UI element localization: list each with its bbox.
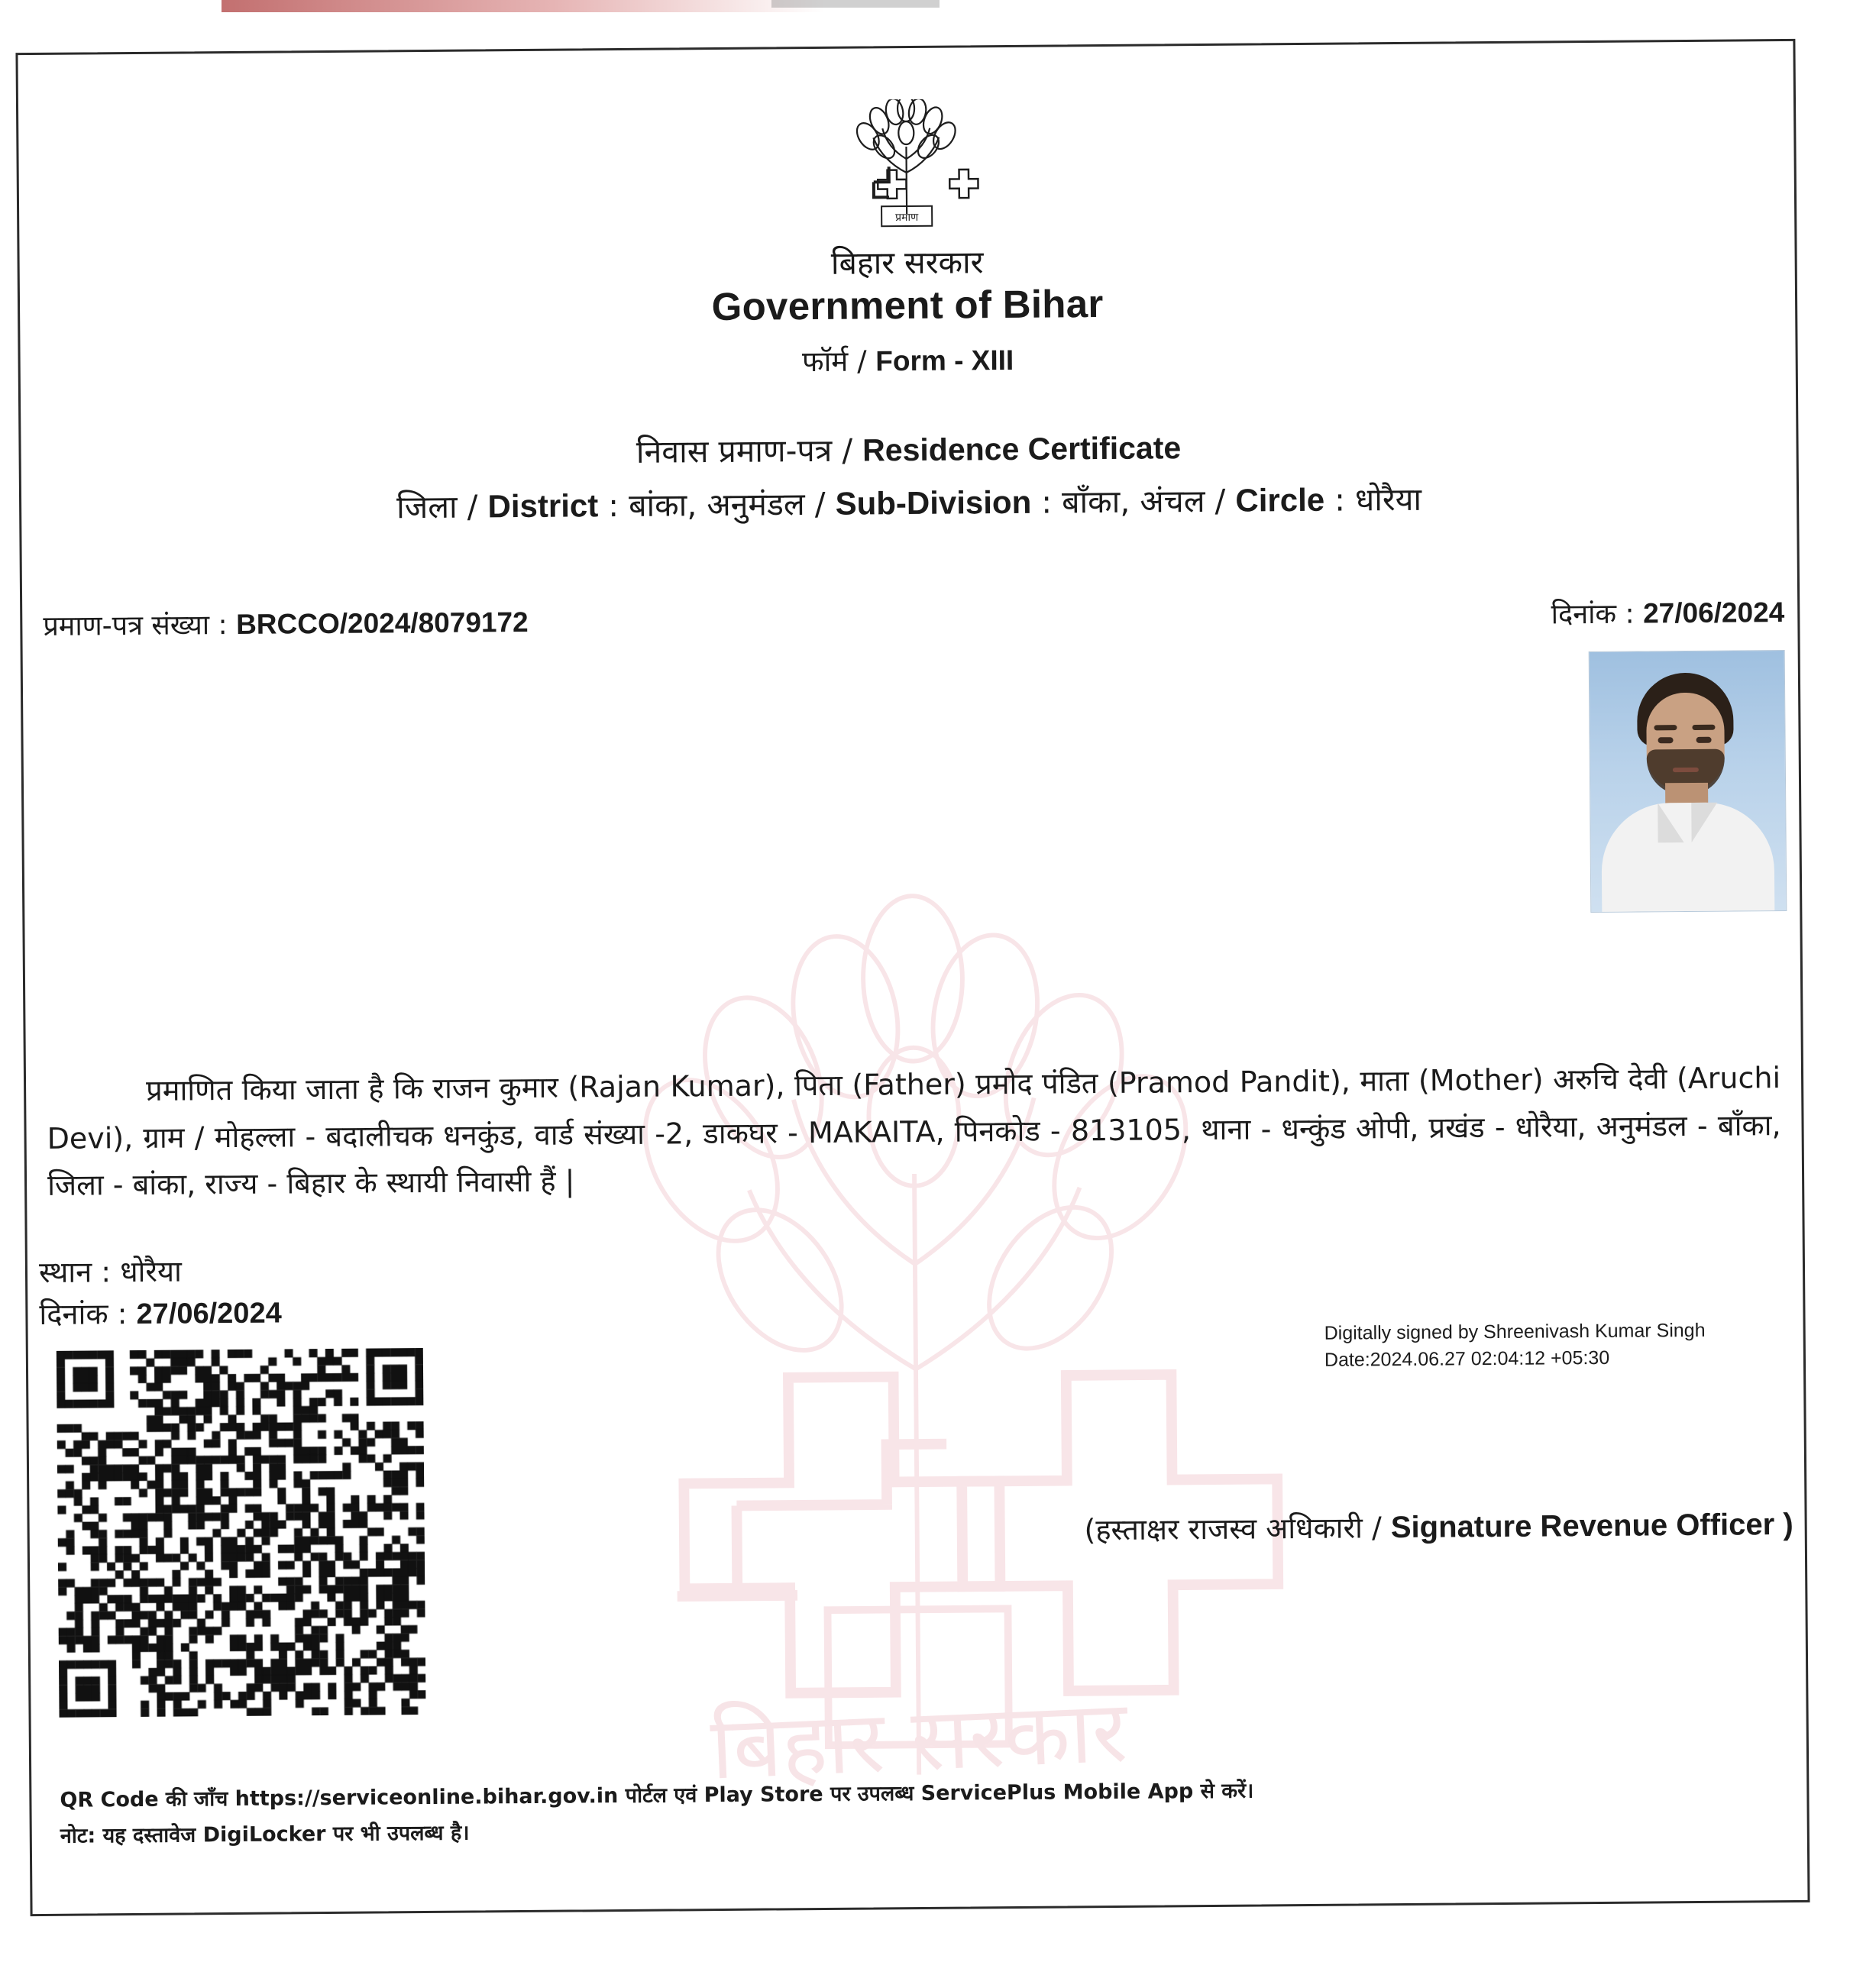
certificate-sheet	[15, 39, 1810, 1916]
certificate-title	[18, 421, 1798, 477]
certificate-date-value: 27/06/2024	[1642, 596, 1785, 629]
photo-eye-right	[1696, 737, 1712, 743]
certificate-number-label: प्रमाण-पत्र संख्या :	[43, 609, 228, 642]
photo-brow-right	[1692, 725, 1715, 730]
certificate-date	[1551, 593, 1784, 632]
place-line	[39, 1251, 182, 1291]
svg-text:प्रमाण: प्रमाण	[895, 211, 919, 225]
certificate-title-english: Residence Certificate	[862, 430, 1182, 468]
scan-artifact-top	[222, 0, 825, 12]
subdivision-label-hindi: अनुमंडल	[707, 486, 805, 524]
gov-name-hindi: बिहार सरकार	[830, 244, 984, 282]
applicant-photo	[1589, 650, 1787, 913]
signature-caption	[1084, 1504, 1793, 1549]
india-emblem-icon	[826, 99, 987, 234]
scan-artifact-top-2	[771, 0, 940, 8]
digital-signature-line-2: Date:2024.06.27 02:04:12 +05:30	[1324, 1346, 1610, 1371]
watermark-text: बिहार सरकार	[708, 1682, 1130, 1799]
digital-signature-line-1: Digitally signed by Shreenivash Kumar Singh	[1324, 1319, 1706, 1344]
photo-shirt	[1601, 802, 1774, 913]
place-value: धोरैया	[120, 1254, 183, 1289]
photo-brow-left	[1654, 725, 1677, 730]
certificate-date-label: दिनांक :	[1551, 598, 1635, 631]
circle-value: धोरैया	[1354, 480, 1422, 519]
photo-mouth	[1673, 768, 1699, 772]
certificate-title-hindi: निवास प्रमाण-पत्र	[636, 432, 833, 470]
form-label-hindi: फॉर्म	[801, 344, 849, 379]
form-label-english: Form - XIII	[875, 344, 1014, 377]
gov-name-english: Government of Bihar	[711, 282, 1104, 329]
certificate-body-text: प्रमाणित किया जाता है कि राजन कुमार (Rajan Kumar), पिता (Father) प्रमोद पंडित (Pramod Pandit), माता (Mother) अरुचि देवी (Aruchi Devi), ग्राम / मोहल्ला - बदालीचक धनकुंड, वार्ड संख्या -2, डाकघर - MAKAITA, पिनकोड - 813105, थाना - धन्कुंड ओपी, प्रखंड - धोरैया, अनुमंडल - बाँका, जिला - बांका, राज्य - बिहार के स्थायी निवासी हैं |	[47, 1061, 1781, 1202]
circle-label-english: Circle	[1235, 481, 1325, 519]
signature-caption-hindi: (हस्ताक्षर राजस्व अधिकारी	[1084, 1511, 1363, 1547]
subdivision-label-english: Sub-Division	[835, 483, 1032, 522]
photo-eye-left	[1658, 737, 1674, 743]
certificate-number	[43, 603, 529, 644]
issue-date-line	[39, 1292, 282, 1333]
qr-code[interactable]	[57, 1348, 426, 1718]
watermark-tree	[460, 714, 1370, 1813]
place-label: स्थान :	[38, 1255, 112, 1289]
signature-caption-english: Signature Revenue Officer )	[1390, 1507, 1793, 1545]
form-separator: /	[848, 344, 876, 378]
qr-code-canvas	[57, 1348, 426, 1718]
form-number-line	[18, 333, 1797, 386]
photo-collar-right	[1691, 803, 1717, 842]
footnote-digilocker: नोट: यह दस्तावेज DigiLocker पर भी उपलब्ध है।	[60, 1821, 470, 1848]
issue-date-value: 27/06/2024	[136, 1297, 282, 1330]
jurisdiction-line: जिला / District : बांका, अनुमंडल / Sub-Division : बाँका, अंचल / Circle : धोरैया	[396, 480, 1422, 526]
district-value: बांका	[628, 486, 687, 524]
issue-date-label: दिनांक :	[39, 1297, 128, 1331]
digital-signature-block	[1324, 1317, 1799, 1373]
certificate-title-separator: /	[832, 432, 863, 469]
district-label-english: District	[487, 487, 599, 525]
footnote-qr: QR Code की जाँच https://serviceonline.bihar.gov.in पोर्टल एवं Play Store पर उपलब्ध ServicePlus Mobile App से करें।	[60, 1779, 1254, 1812]
certificate-number-value: BRCCO/2024/8079172	[235, 606, 529, 640]
signature-caption-separator: /	[1362, 1511, 1392, 1545]
district-label-hindi: जिला	[396, 488, 458, 526]
photo-collar-left	[1658, 803, 1683, 842]
subdivision-value: बाँका	[1061, 483, 1121, 521]
circle-label-hindi: अंचल	[1140, 482, 1205, 520]
